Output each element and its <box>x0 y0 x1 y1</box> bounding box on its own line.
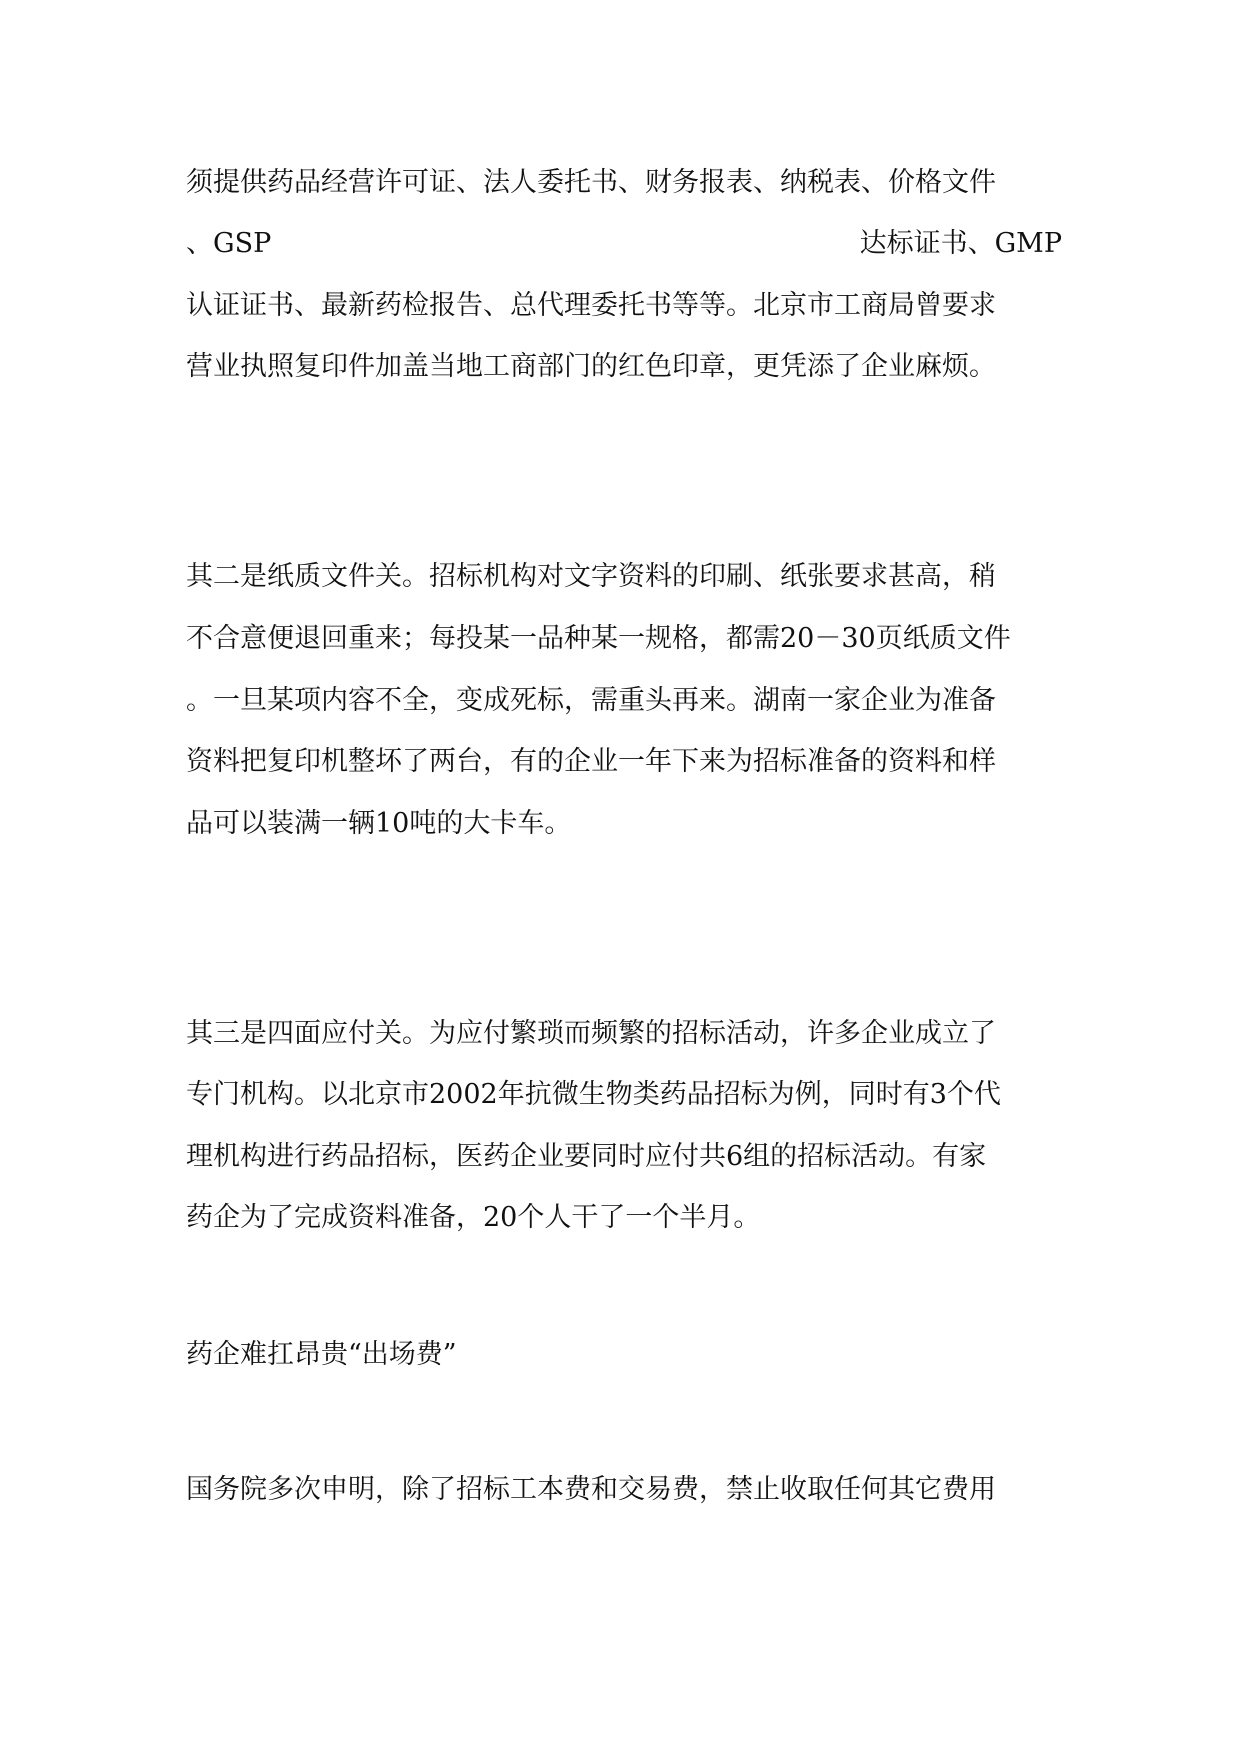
paragraph-2-line-5: 品可以装满一辆10吨的大卡车。 <box>186 808 572 839</box>
paragraph-1-line-1: 须提供药品经营许可证、法人委托书、财务报表、纳税表、价格文件 <box>186 167 996 198</box>
paragraph-4-line-1: 国务院多次申明，除了招标工本费和交易费，禁止收取任何其它费用 <box>186 1474 996 1505</box>
paragraph-3-line-3: 理机构进行药品招标，医药企业要同时应付共6组的招标活动。有家 <box>186 1141 987 1172</box>
paragraph-2-line-4: 资料把复印机整坏了两台，有的企业一年下来为招标准备的资料和样 <box>186 746 996 777</box>
section-heading: 药企难扛昂贵“出场费” <box>186 1339 457 1370</box>
paragraph-1-line-4: 营业执照复印件加盖当地工商部门的红色印章，更凭添了企业麻烦。 <box>186 351 996 382</box>
paragraph-2-line-3: 。一旦某项内容不全，变成死标，需重头再来。湖南一家企业为准备 <box>186 685 996 716</box>
paragraph-1-line-3: 认证证书、最新药检报告、总代理委托书等等。北京市工商局曾要求 <box>186 290 996 321</box>
paragraph-3-line-2: 专门机构。以北京市2002年抗微生物类药品招标为例，同时有3个代 <box>186 1079 1001 1110</box>
paragraph-1-line-2-left: 、GSP <box>186 228 272 259</box>
paragraph-2-line-2: 不合意便退回重来；每投某一品种某一规格，都需20－30页纸质文件 <box>186 623 1011 654</box>
paragraph-3-line-4: 药企为了完成资料准备，20个人干了一个半月。 <box>186 1202 761 1233</box>
paragraph-1-line-2 <box>186 224 1062 264</box>
paragraph-3-line-1: 其三是四面应付关。为应付繁琐而频繁的招标活动，许多企业成立了 <box>186 1018 996 1049</box>
paragraph-1-line-2-right: 达标证书、GMP <box>859 228 1062 259</box>
paragraph-2-line-1: 其二是纸质文件关。招标机构对文字资料的印刷、纸张要求甚高，稍 <box>186 561 996 592</box>
